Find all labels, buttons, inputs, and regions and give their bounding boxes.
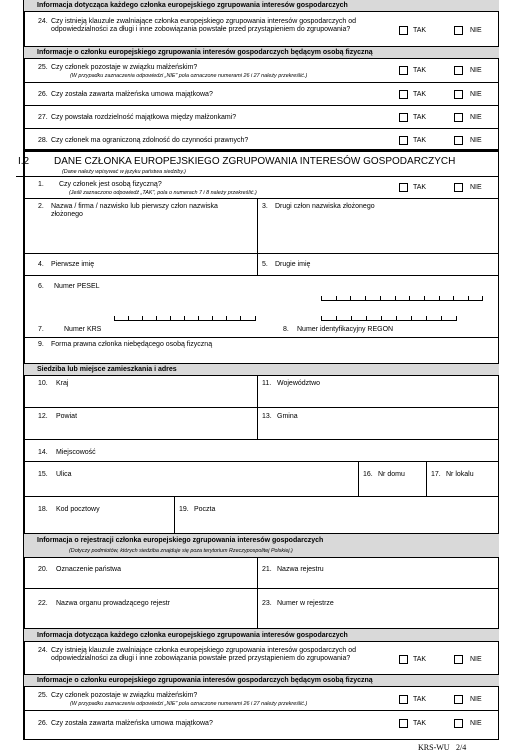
krs-boxes[interactable] xyxy=(114,314,256,321)
registration-header-text: Informacja o rejestracji członka europejskiego zgrupowania interesów gospodarczych xyxy=(37,537,324,544)
f23-number: 23. xyxy=(262,600,272,607)
field-22-cell[interactable] xyxy=(24,589,258,628)
q25-yes-checkbox[interactable] xyxy=(399,66,408,75)
bottom-header2-text: Informacje o członku europejskiego zgrupowania interesów gospodarczych będącym osobą fizyczną xyxy=(37,677,373,684)
f19-number: 19. xyxy=(179,506,189,513)
f1-number: 1. xyxy=(38,181,44,188)
q26-no-checkbox[interactable] xyxy=(454,90,463,99)
q27-no-checkbox[interactable] xyxy=(454,113,463,122)
f6-label: Numer PESEL xyxy=(54,283,100,290)
f8-number: 8. xyxy=(283,326,289,333)
f14-label: Miejscowość xyxy=(56,449,96,456)
bq25-note: (W przypadku zaznaczenia odpowiedzi „NIE” pola oznaczone numerami 26 i 27 należy przekreślić.) xyxy=(70,701,308,707)
f18-number: 18. xyxy=(38,506,48,513)
section-title: DANE CZŁONKA EUROPEJSKIEGO ZGRUPOWANIA INTERESÓW GOSPODARCZYCH xyxy=(54,156,456,167)
q26-no-label: NIE xyxy=(470,91,482,98)
top-q28-row xyxy=(24,129,499,152)
f14-number: 14. xyxy=(38,449,48,456)
bq24-text: Czy istnieją klauzule zwalniające członka europejskiego zgrupowania interesów gospodarczych od odpowiedzialności za długi i inne zobowiązania powstałe przed przystąpieniem do zgrupowania? xyxy=(51,647,357,663)
top-q25-row xyxy=(24,59,499,83)
bq25-yes-label: TAK xyxy=(413,696,427,703)
f11-label: Województwo xyxy=(277,380,321,387)
q24-no-checkbox[interactable] xyxy=(454,26,463,35)
f2-label: Nazwa / firma / nazwisko lub pierwszy człon nazwiska złożonego xyxy=(51,203,218,219)
bq26-number: 26. xyxy=(38,720,48,727)
bottom-q24-row xyxy=(24,642,499,675)
q27-no-label: NIE xyxy=(470,114,482,121)
f5-number: 5. xyxy=(262,261,268,268)
f10-number: 10. xyxy=(38,380,48,387)
q28-yes-label: TAK xyxy=(413,137,427,144)
top-header-text: Informacja dotycząca każdego członka europejskiego zgrupowania interesów gospodarczych xyxy=(37,2,348,9)
bq25-no-checkbox[interactable] xyxy=(454,695,463,704)
q26-text: Czy została zawarta małżeńska umowa majątkowa? xyxy=(51,91,213,98)
f17-number: 17. xyxy=(431,471,441,478)
f20-label: Oznaczenie państwa xyxy=(56,566,121,573)
q28-no-checkbox[interactable] xyxy=(454,136,463,145)
field-9-row[interactable] xyxy=(24,338,499,364)
q28-yes-checkbox[interactable] xyxy=(399,136,408,145)
bq26-yes-checkbox[interactable] xyxy=(399,719,408,728)
section-note: (Dane należy wpisywać w języku państwa siedziby.) xyxy=(62,169,186,175)
f2-number: 2. xyxy=(38,203,44,210)
f7-label: Numer KRS xyxy=(64,326,102,333)
bq24-yes-checkbox[interactable] xyxy=(399,655,408,664)
q24-text: Czy istnieją klauzule zwalniające członka europejskiego zgrupowania interesów gospodarczych od odpowiedzialności za długi i inne zobowiązania powstałe przed przystąpieniem do zgrupowania? xyxy=(51,18,357,34)
top-q27-row xyxy=(24,106,499,129)
q25-text: Czy członek pozostaje w związku małżeńskim? xyxy=(51,64,198,71)
registration-note: (Dotyczy podmiotów, których siedziba znajduje się poza terytorium Rzeczypospolitej Polskiej.) xyxy=(69,548,293,554)
page-number: 2/4 xyxy=(456,743,467,752)
field-4-cell[interactable] xyxy=(24,254,258,275)
bq24-yes-label: TAK xyxy=(413,656,427,663)
field-15-cell[interactable] xyxy=(24,462,359,496)
f1-no-label: NIE xyxy=(470,184,482,191)
f20-number: 20. xyxy=(38,566,48,573)
field-15-16-17-row xyxy=(24,462,499,497)
f3-number: 3. xyxy=(262,203,268,210)
f15-label: Ulica xyxy=(56,471,72,478)
q25-number: 25. xyxy=(38,64,48,71)
q25-no-checkbox[interactable] xyxy=(454,66,463,75)
address-header-text: Siedziba lub miejsce zamieszkania i adres xyxy=(37,366,177,373)
bq24-no-checkbox[interactable] xyxy=(454,655,463,664)
q25-yes-label: TAK xyxy=(413,67,427,74)
f10-label: Kraj xyxy=(56,380,69,387)
f1-yes-checkbox[interactable] xyxy=(399,183,408,192)
f8-label: Numer identyfikacyjny REGON xyxy=(297,326,394,333)
q26-yes-label: TAK xyxy=(413,91,427,98)
field-18-19-row xyxy=(24,497,499,534)
f22-label: Nazwa organu prowadzącego rejestr xyxy=(56,600,171,607)
field-20-21-row xyxy=(24,558,499,589)
bottom-header-text: Informacja dotycząca każdego członka europejskiego zgrupowania interesów gospodarczych xyxy=(37,632,348,639)
q24-no-label: NIE xyxy=(470,27,482,34)
q28-text: Czy członek ma ograniczoną zdolność do czynności prawnych? xyxy=(51,137,249,144)
field-17-cell[interactable] xyxy=(427,462,499,496)
q27-yes-label: TAK xyxy=(413,114,427,121)
f1-no-checkbox[interactable] xyxy=(454,183,463,192)
form-code: KRS-WU xyxy=(418,743,450,752)
f7-number: 7. xyxy=(38,326,44,333)
bq24-no-label: NIE xyxy=(470,656,482,663)
address-header xyxy=(24,364,499,376)
top-header-info xyxy=(24,0,499,12)
bq26-text: Czy została zawarta małżeńska umowa majątkowa? xyxy=(51,720,213,727)
bq25-number: 25. xyxy=(38,692,48,699)
f5-label: Drugie imię xyxy=(275,261,311,268)
field-22-23-row xyxy=(24,589,499,629)
f9-label: Forma prawna członka niebędącego osobą fizyczną xyxy=(51,341,213,348)
bq26-yes-label: TAK xyxy=(413,720,427,727)
f12-number: 12. xyxy=(38,413,48,420)
q28-no-label: NIE xyxy=(470,137,482,144)
field-1-row xyxy=(24,177,499,199)
section-number: I.2 xyxy=(18,156,30,167)
field-11-cell[interactable] xyxy=(258,376,499,407)
top-q26-row xyxy=(24,83,499,106)
field-14-row[interactable] xyxy=(24,440,499,462)
f16-number: 16. xyxy=(363,471,373,478)
q26-number: 26. xyxy=(38,91,48,98)
f17-label: Nr lokalu xyxy=(446,471,474,478)
f6-number: 6. xyxy=(38,283,44,290)
pesel-boxes[interactable] xyxy=(321,294,483,301)
f1-note: (Jeśli zaznaczono odpowiedź „TAK”, pola o numerach 7 i 8 należy przekreślić.) xyxy=(69,190,257,196)
top-header-person xyxy=(24,47,499,59)
f9-number: 9. xyxy=(38,341,44,348)
f13-number: 13. xyxy=(262,413,272,420)
q27-yes-checkbox[interactable] xyxy=(399,113,408,122)
field-5-cell[interactable] xyxy=(258,254,499,275)
field-21-cell[interactable] xyxy=(258,558,499,588)
bottom-q25-row xyxy=(24,687,499,711)
field-23-cell[interactable] xyxy=(258,589,499,628)
f23-label: Numer w rejestrze xyxy=(277,600,334,607)
q25-no-label: NIE xyxy=(470,67,482,74)
field-10-cell[interactable] xyxy=(24,376,258,407)
f4-number: 4. xyxy=(38,261,44,268)
f18-label: Kod pocztowy xyxy=(56,506,100,513)
bottom-header-person xyxy=(24,675,499,687)
q24-number: 24. xyxy=(38,18,48,25)
field-6-7-8-row xyxy=(24,276,499,338)
bottom-header-info xyxy=(24,629,499,642)
bq25-yes-checkbox[interactable] xyxy=(399,695,408,704)
q27-number: 27. xyxy=(38,114,48,121)
f19-label: Poczta xyxy=(194,506,216,513)
field-12-cell[interactable] xyxy=(24,408,258,439)
field-12-13-row xyxy=(24,408,499,440)
field-2-3-row xyxy=(24,199,499,254)
field-2-cell[interactable] xyxy=(24,199,258,253)
q28-number: 28. xyxy=(38,137,48,144)
form-page xyxy=(16,0,499,740)
f13-label: Gmina xyxy=(277,413,298,420)
f22-number: 22. xyxy=(38,600,48,607)
field-3-cell[interactable] xyxy=(258,199,499,253)
f11-number: 11. xyxy=(262,380,272,387)
f1-text: Czy członek jest osobą fizyczną? xyxy=(59,181,162,188)
q24-yes-label: TAK xyxy=(413,27,427,34)
bq25-no-label: NIE xyxy=(470,696,482,703)
field-10-11-row xyxy=(24,376,499,408)
q26-yes-checkbox[interactable] xyxy=(399,90,408,99)
f4-label: Pierwsze imię xyxy=(51,261,95,268)
bq26-no-label: NIE xyxy=(470,720,482,727)
bottom-q26-row xyxy=(24,711,499,740)
regon-boxes[interactable] xyxy=(321,314,457,321)
f15-number: 15. xyxy=(38,471,48,478)
field-19-cell[interactable] xyxy=(175,497,499,533)
f12-label: Powiat xyxy=(56,413,78,420)
f16-label: Nr domu xyxy=(378,471,405,478)
top-q24-row xyxy=(24,12,499,47)
q25-note: (W przypadku zaznaczenia odpowiedzi „NIE” pola oznaczone numerami 26 i 27 należy przekreślić.) xyxy=(70,73,308,79)
f3-label: Drugi człon nazwiska złożonego xyxy=(275,203,375,210)
section-header xyxy=(16,152,499,177)
f21-number: 21. xyxy=(262,566,272,573)
f21-label: Nazwa rejestru xyxy=(277,566,324,573)
field-18-cell[interactable] xyxy=(24,497,175,533)
bq24-number: 24. xyxy=(38,647,48,654)
field-16-cell[interactable] xyxy=(359,462,427,496)
f1-yes-label: TAK xyxy=(413,184,427,191)
top-header2-text: Informacje o członku europejskiego zgrupowania interesów gospodarczych będącym osobą fizyczną xyxy=(37,49,373,56)
bq26-no-checkbox[interactable] xyxy=(454,719,463,728)
field-20-cell[interactable] xyxy=(24,558,258,588)
field-13-cell[interactable] xyxy=(258,408,499,439)
bq25-text: Czy członek pozostaje w związku małżeńskim? xyxy=(51,692,198,699)
q27-text: Czy powstała rozdzielność majątkowa między małżonkami? xyxy=(51,114,237,121)
left-margin-line xyxy=(16,0,24,740)
q24-yes-checkbox[interactable] xyxy=(399,26,408,35)
registration-header xyxy=(24,534,499,558)
field-4-5-row xyxy=(24,254,499,276)
